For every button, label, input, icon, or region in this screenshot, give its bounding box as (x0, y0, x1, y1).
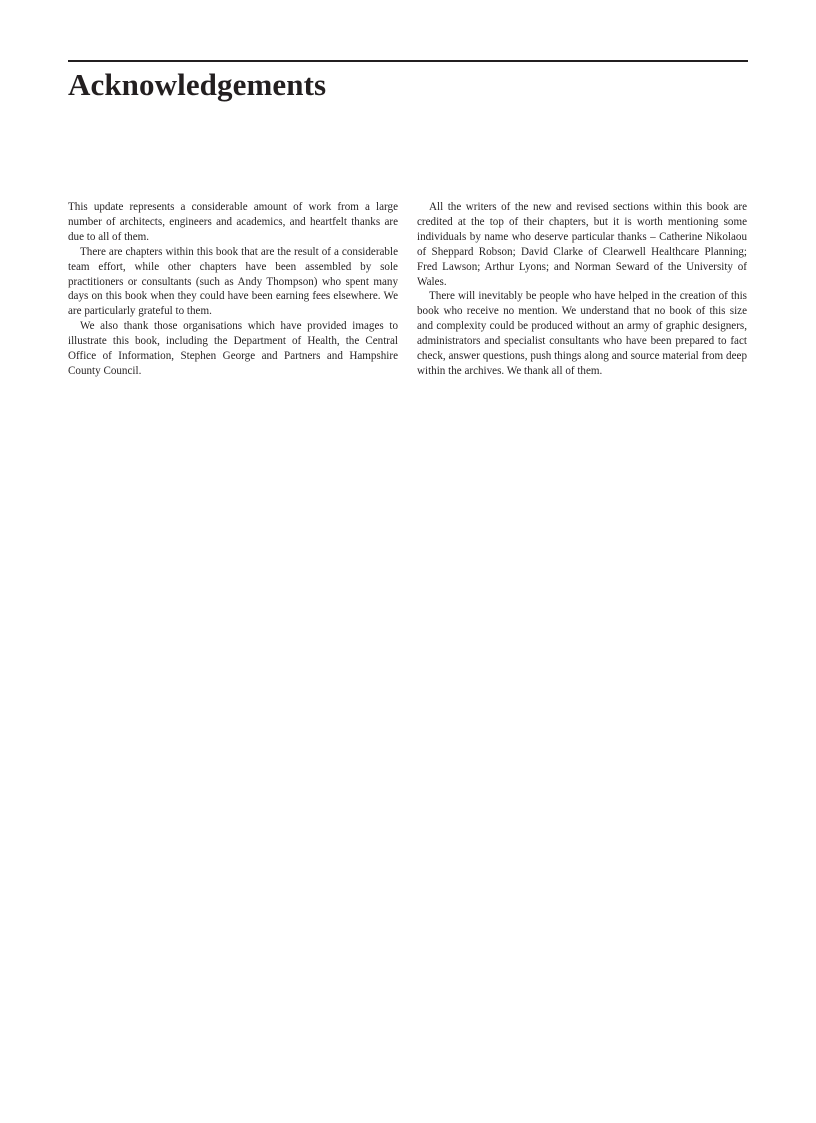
right-paragraph-1: All the writers of the new and revised sections within this book are credited at the top of their chapters, but it is worth mentioning some individuals by name who deserve particular thanks – Catherine Nikolaou of Sheppard Robson; David Clarke of Clearwell Healthcare Planning; Fred Lawson; Arthur Lyons; and Norman Seward of the University of Wales. (417, 201, 747, 288)
top-rule-divider (68, 60, 748, 62)
left-paragraph-2: There are chapters within this book that are the result of a considerable team effort, while other chapters have been assembled by sole practitioners or consultants (such as Andy Thompson) who spent many days on this book when they could have been earning fees elsewhere. We are particularly grateful to them. (68, 245, 398, 318)
page-title: Acknowledgements (68, 67, 327, 102)
left-text-column (68, 200, 398, 379)
right-paragraph-2: There will inevitably be people who have helped in the creation of this book who receive no mention. We understand that no book of this size and complexity could be produced without an army of graphic designers, administrators and specialist consultants who have been prepared to fact check, answer questions, push things along and source material from deep within the archives. We thank all of them. (417, 290, 747, 377)
left-paragraph-1: This update represents a considerable amount of work from a large number of architects, engineers and academics, and heartfelt thanks are due to all of them. (68, 201, 398, 243)
right-text-column (417, 200, 747, 379)
left-paragraph-3: We also thank those organisations which have provided images to illustrate this book, including the Department of Health, the Central Office of Information, Stephen George and Partners and Hampshire County Council. (68, 320, 398, 377)
